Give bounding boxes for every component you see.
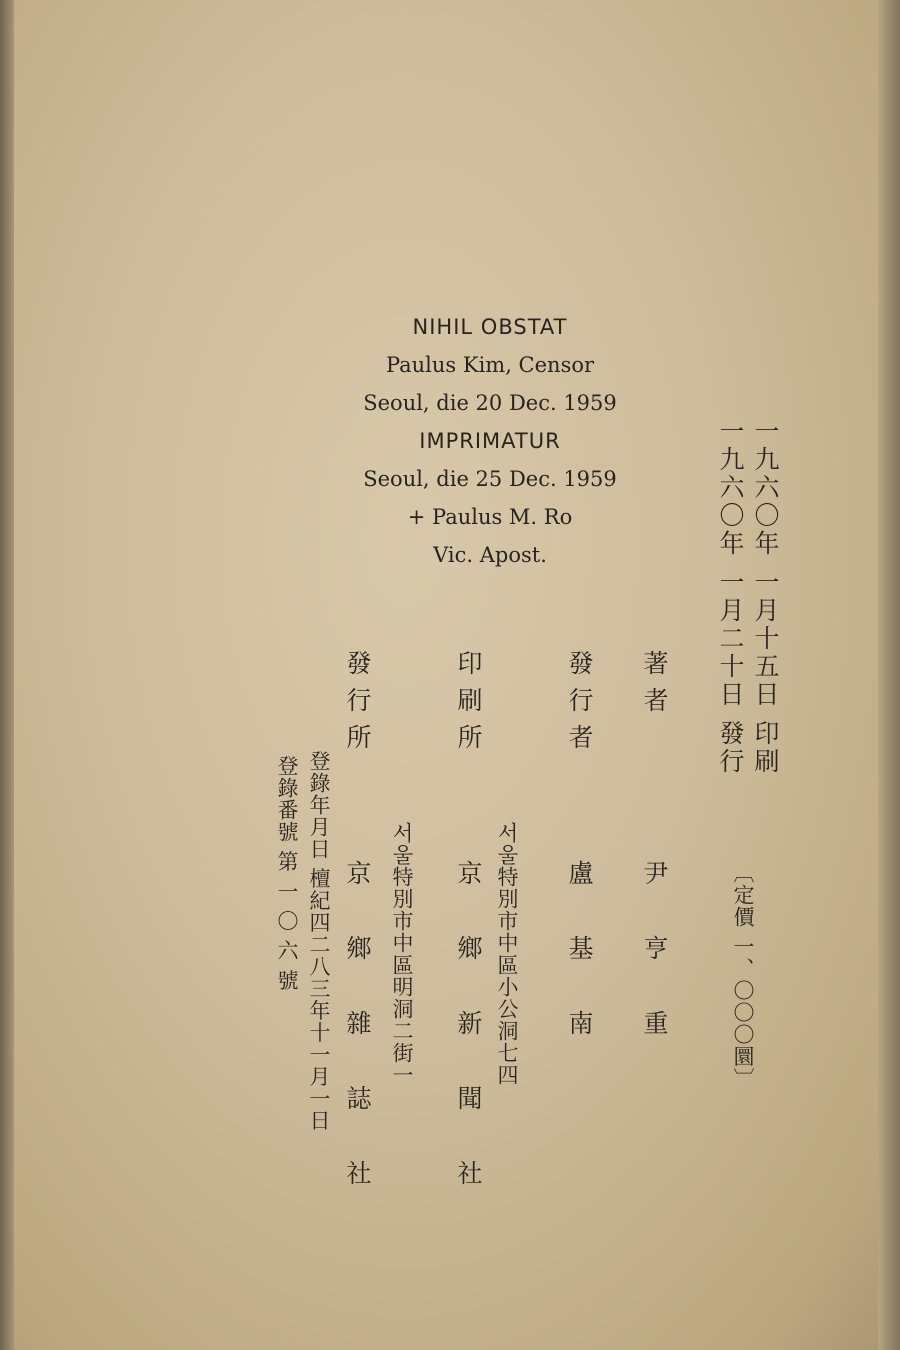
page-gutter-shadow	[0, 0, 14, 1350]
publish-date-line: 一九六〇年 一月二十日 發行	[716, 418, 745, 776]
print-date-line: 一九六〇年 一月十五日 印刷	[751, 418, 780, 776]
printer-label: 印刷所	[454, 650, 483, 761]
page-edge-shadow	[878, 0, 900, 1350]
publisher-label: 發行者	[565, 650, 594, 761]
price-line: 〔定價 一、〇〇〇圜〕	[731, 862, 755, 1090]
publishing-house-label: 發行所	[343, 650, 372, 761]
bishop-title-line: Vic. Apost.	[433, 543, 547, 567]
bishop-line: + Paulus M. Ro	[407, 505, 573, 529]
publisher-name: 盧基南	[565, 860, 594, 1085]
censor-date-line: Seoul, die 20 Dec. 1959	[363, 391, 617, 415]
publishing-house-name: 京鄉雜誌社	[343, 860, 372, 1235]
author-label: 著者	[640, 650, 669, 724]
registration-date-line: 登錄年月日 檀紀四二八三年十一月一日	[307, 750, 331, 1132]
printer-address: 서울特別市中區小公洞七四	[495, 822, 519, 1086]
printer-name: 京鄉新聞社	[454, 860, 483, 1235]
censor-line: Paulus Kim, Censor	[385, 353, 595, 377]
imprimatur-block	[330, 308, 650, 574]
imprimatur-date-line: Seoul, die 25 Dec. 1959	[363, 467, 617, 491]
imprimatur-heading: IMPRIMATUR	[419, 429, 561, 453]
nihil-obstat-heading: NIHIL OBSTAT	[412, 315, 568, 339]
registration-number-line: 登錄番號 第 一 〇 六 號	[275, 755, 299, 992]
publishing-house-address: 서울特別市中區明洞二街一	[390, 822, 414, 1086]
author-name: 尹亨重	[640, 860, 669, 1085]
